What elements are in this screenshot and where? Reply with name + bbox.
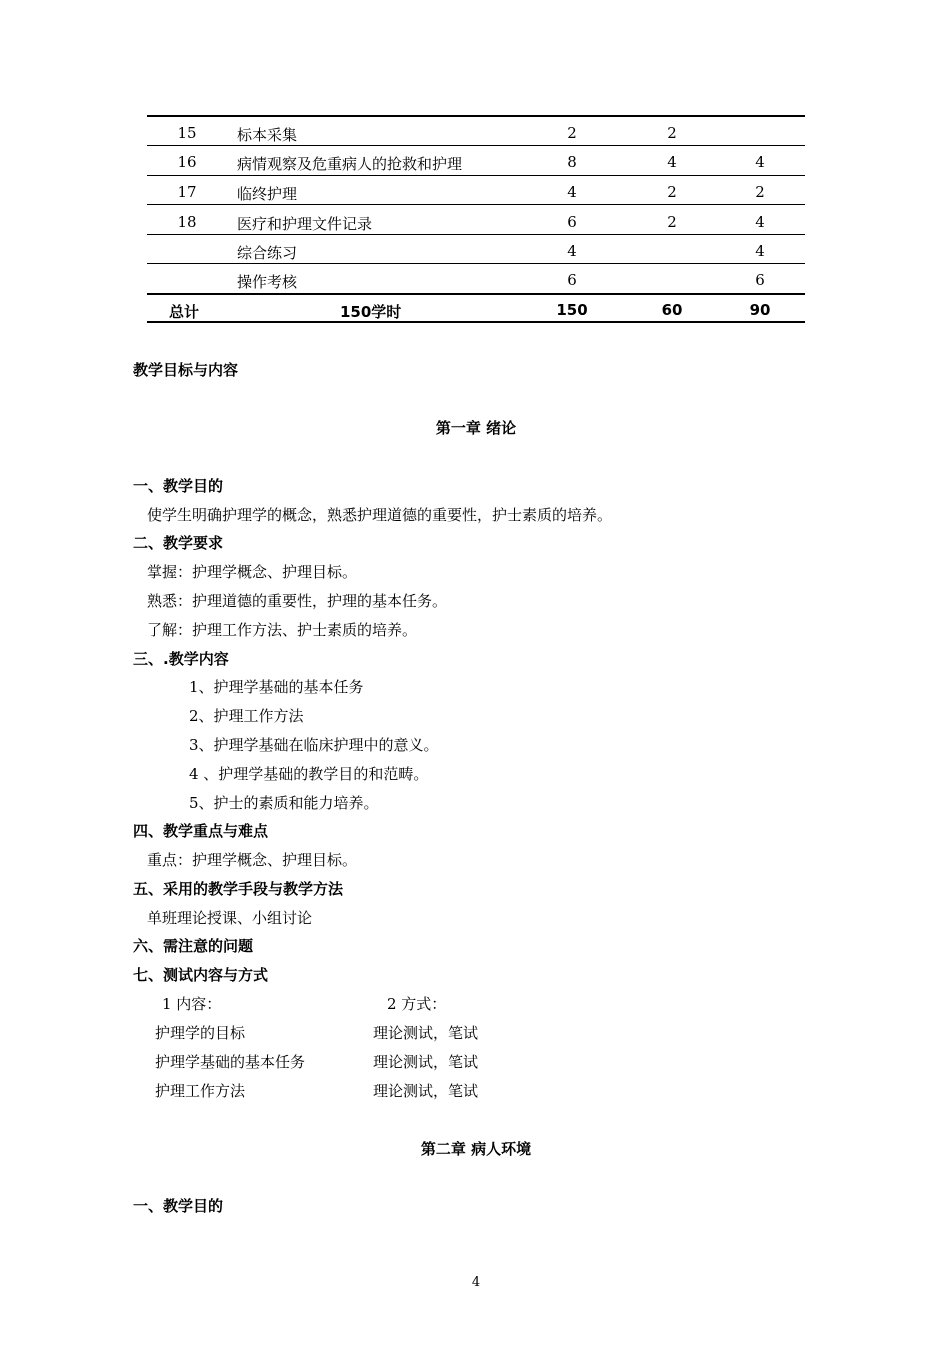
test-content-header: 1 内容： [162, 995, 222, 1013]
row-total-hours: 6 [567, 213, 577, 231]
test-content: 护理学的目标 [155, 1024, 246, 1042]
row-practice-hours: 4 [755, 213, 765, 231]
table-rule [147, 115, 805, 117]
test-method-header: 2 方式： [387, 995, 447, 1013]
table-rule [147, 145, 805, 146]
heading-tests: 七、测试内容与方式 [133, 966, 269, 984]
requirement-familiar: 熟悉：护理道德的重要性，护理的基本任务。 [147, 592, 448, 610]
list-item: 1、护理学基础的基本任务 [189, 678, 364, 696]
row-total-hours: 2 [567, 124, 577, 142]
heading-requirements: 二、教学要求 [133, 534, 224, 552]
test-method: 理论测试，笔试 [373, 1082, 479, 1100]
list-item: 4 、护理学基础的教学目的和范畴。 [189, 765, 429, 783]
test-method: 理论测试，笔试 [373, 1024, 479, 1042]
heading-methods: 五、采用的教学手段与教学方法 [133, 880, 344, 898]
requirement-understand: 了解：护理工作方法、护士素质的培养。 [147, 621, 418, 639]
row-theory-hours: 2 [667, 124, 677, 142]
row-total-hours: 6 [567, 271, 577, 289]
objective-text: 使学生明确护理学的概念，熟悉护理道德的重要性，护士素质的培养。 [147, 506, 613, 524]
chapter-title: 第一章 绪论 [435, 419, 517, 437]
row-practice-hours: 2 [755, 183, 765, 201]
row-practice-hours: 4 [755, 153, 765, 171]
heading-key-points: 四、教学重点与难点 [133, 822, 269, 840]
row-theory-hours: 2 [667, 213, 677, 231]
row-topic: 病情观察及危重病人的抢救和护理 [237, 155, 463, 173]
section-title: 教学目标与内容 [133, 361, 239, 379]
row-practice-hours: 6 [755, 271, 765, 289]
total-practice: 90 [749, 301, 771, 319]
row-theory-hours: 2 [667, 183, 677, 201]
row-number: 18 [177, 213, 197, 231]
page-number: 4 [471, 1275, 481, 1290]
table-rule [147, 321, 805, 323]
row-practice-hours: 4 [755, 242, 765, 260]
table-rule [147, 263, 805, 264]
heading-objective: 一、教学目的 [133, 477, 224, 495]
row-number: 15 [177, 124, 197, 142]
key-points-text: 重点：护理学概念、护理目标。 [147, 851, 358, 869]
test-method: 理论测试，笔试 [373, 1053, 479, 1071]
row-number: 16 [177, 153, 197, 171]
total-hours-label: 150学时 [340, 303, 402, 321]
table-rule [147, 234, 805, 235]
total-theory: 60 [661, 301, 683, 319]
list-item: 2、护理工作方法 [189, 707, 304, 725]
total-value: 150 [556, 301, 588, 319]
row-theory-hours: 4 [667, 153, 677, 171]
row-total-hours: 4 [567, 183, 577, 201]
list-item: 3、护理学基础在临床护理中的意义。 [189, 736, 439, 754]
heading-objective: 一、教学目的 [133, 1197, 224, 1215]
row-total-hours: 8 [567, 153, 577, 171]
row-topic: 综合练习 [237, 244, 298, 262]
requirement-master: 掌握：护理学概念、护理目标。 [147, 563, 358, 581]
table-rule [147, 175, 805, 176]
row-topic: 操作考核 [237, 273, 298, 291]
methods-text: 单班理论授课、小组讨论 [147, 909, 313, 927]
test-content: 护理工作方法 [155, 1082, 246, 1100]
row-topic: 标本采集 [237, 126, 298, 144]
row-number: 17 [177, 183, 197, 201]
list-item: 5、护士的素质和能力培养。 [189, 794, 379, 812]
row-topic: 医疗和护理文件记录 [237, 215, 373, 233]
heading-notes: 六、需注意的问题 [133, 937, 254, 955]
total-label: 总计 [169, 303, 200, 321]
row-total-hours: 4 [567, 242, 577, 260]
heading-content: 三、.教学内容 [133, 650, 229, 668]
chapter-title: 第二章 病人环境 [420, 1140, 532, 1158]
row-topic: 临终护理 [237, 185, 298, 203]
table-rule [147, 293, 805, 295]
test-content: 护理学基础的基本任务 [155, 1053, 306, 1071]
table-rule [147, 204, 805, 205]
